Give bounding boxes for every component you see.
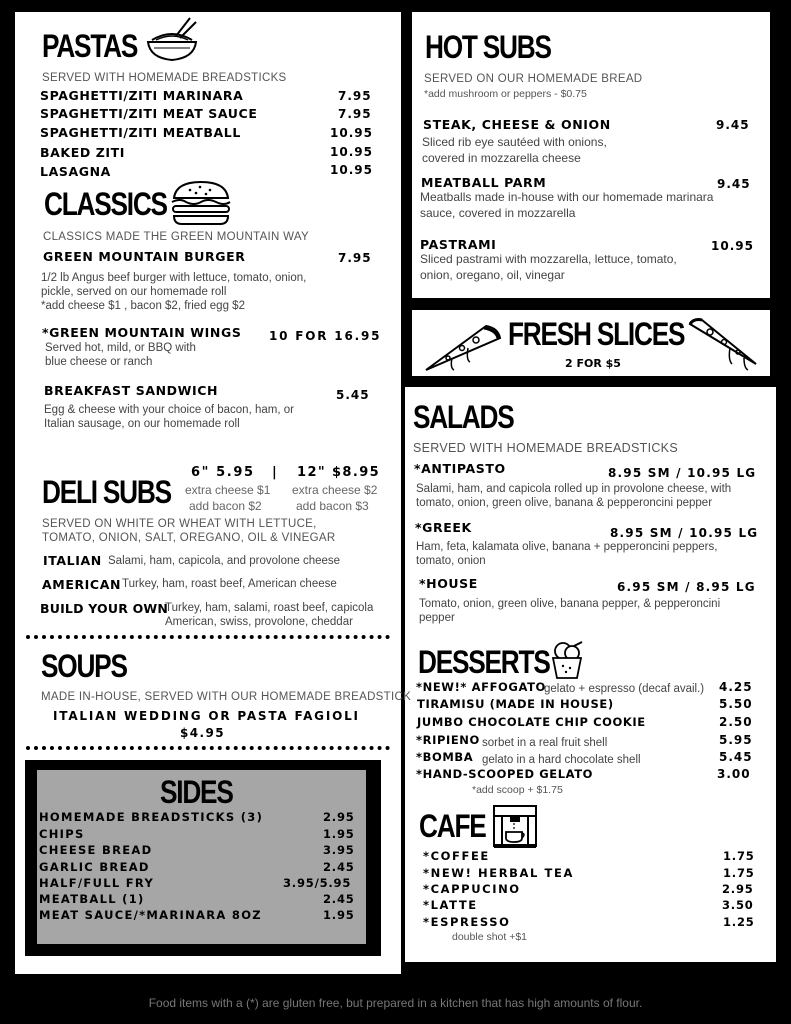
- deli-subtitle-line2: TOMATO, ONION, SALT, OREGANO, OIL & VINEGAR: [42, 532, 336, 544]
- pizza-slice-icon: [686, 316, 760, 374]
- menu-item-name: *ANTIPASTO: [414, 461, 506, 476]
- menu-item-description: Sliced rib eye sautéed with onions, covered in mozzarella cheese: [422, 135, 607, 165]
- deli-large-price: 12" $8.95: [297, 465, 381, 480]
- cafe-title: CAFE: [419, 808, 486, 844]
- menu-item-description: Turkey, ham, salami, roast beef, capicola: [165, 602, 374, 614]
- burger-icon: [170, 180, 232, 226]
- menu-item-price: 2.95: [722, 882, 754, 896]
- footer-disclaimer: Food items with a (*) are gluten free, but prepared in a kitchen that has high amounts of flour.: [148, 996, 643, 1010]
- pastas-subtitle: SERVED WITH HOMEMADE BREADSTICKS: [42, 72, 287, 84]
- deli-small-extra-cheese: extra cheese $1: [185, 483, 271, 497]
- hot-subs-subtitle: SERVED ON OUR HOMEMADE BREAD: [424, 73, 643, 85]
- classics-title: CLASSICS: [44, 186, 167, 222]
- menu-item-name: JUMBO CHOCOLATE CHIP COOKIE: [417, 715, 646, 729]
- menu-item-price: 5.95: [719, 733, 753, 747]
- menu-item-name: *RIPIENO: [416, 733, 480, 747]
- menu-item-description: Salami, ham, capicola, and provolone cheese: [108, 555, 341, 567]
- menu-item-name: *NEW!* AFFOGATO: [416, 680, 546, 694]
- menu-item-price: 10.95: [711, 239, 754, 253]
- soups-subtitle: MADE IN-HOUSE, SERVED WITH OUR HOMEMADE BREADSTICK: [41, 691, 412, 703]
- menu-item-price: 7.95: [338, 107, 372, 121]
- menu-item-name: *ESPRESSO: [423, 915, 511, 929]
- menu-item-name: PASTRAMI: [420, 237, 497, 252]
- menu-item-name: MEATBALL PARM: [421, 175, 547, 190]
- menu-item-description: Sliced pastrami with mozzarella, lettuce, tomato, onion, oregano, oil, vinegar: [420, 252, 677, 282]
- menu-item-name: LASAGNA: [40, 164, 111, 179]
- deli-subtitle-line1: SERVED ON WHITE OR WHEAT WITH LETTUCE,: [42, 518, 317, 530]
- menu-item-name: SPAGHETTI/ZITI MEATBALL: [40, 125, 241, 140]
- menu-item-name: *NEW! HERBAL TEA: [423, 866, 574, 880]
- soup-item-price: $4.95: [180, 726, 225, 740]
- menu-item-price: 7.95: [338, 89, 372, 103]
- menu-item-name: *HAND-SCOOPED GELATO: [416, 767, 594, 781]
- menu-item-description: Meatballs made in-house with our homemade marinara sauce, covered in mozzarella: [420, 190, 714, 220]
- classics-subtitle: CLASSICS MADE THE GREEN MOUNTAIN WAY: [43, 231, 309, 243]
- menu-item-price: 10.95: [330, 163, 373, 177]
- cafe-note: double shot +$1: [452, 931, 528, 943]
- menu-item-name: ITALIAN: [43, 553, 102, 568]
- menu-item-name: BAKED ZITI: [40, 145, 126, 160]
- deli-large-add-bacon: add bacon $3: [296, 499, 369, 513]
- menu-item-name: *COFFEE: [423, 849, 490, 863]
- menu-item-name: TIRAMISU (MADE IN HOUSE): [417, 697, 614, 711]
- menu-item-price: 8.95 SM / 10.95 LG: [608, 466, 757, 480]
- menu-item-price: 10 FOR 16.95: [269, 329, 382, 343]
- menu-item-price: 2.45: [323, 860, 355, 874]
- menu-item-price: 6.95 SM / 8.95 LG: [617, 580, 756, 594]
- sides-title: SIDES: [160, 774, 233, 810]
- menu-item-name: HOMEMADE BREADSTICKS (3): [39, 810, 264, 824]
- menu-item-name: *GREEK: [415, 520, 472, 535]
- gelato-cup-icon: [550, 640, 586, 680]
- pasta-bowl-icon: [146, 16, 198, 64]
- menu-item-name: CHIPS: [39, 827, 85, 841]
- menu-item-description: Salami, ham, and capicola rolled up in provolone cheese, with tomato, onion, green olive, banana & pepperoncini pepper: [416, 483, 732, 509]
- hot-subs-note: *add mushroom or peppers - $0.75: [424, 88, 587, 100]
- menu-item-name: AMERICAN: [42, 577, 122, 592]
- menu-item-price: 7.95: [338, 251, 372, 265]
- menu-item-price: 9.45: [716, 118, 750, 132]
- menu-item-description: gelato + espresso (decaf avail.): [544, 683, 705, 695]
- menu-item-name: *LATTE: [423, 898, 478, 912]
- menu-item-name: *GREEN MOUNTAIN WINGS: [42, 325, 242, 340]
- deli-price-separator: |: [272, 465, 278, 480]
- menu-item-price: 1.75: [723, 866, 755, 880]
- espresso-machine-icon: [492, 804, 538, 850]
- menu-item-price: 4.25: [719, 680, 753, 694]
- menu-item-name: BUILD YOUR OWN: [40, 601, 169, 616]
- menu-item-price: 2.95: [323, 810, 355, 824]
- deli-small-price: 6" 5.95: [191, 465, 255, 480]
- menu-item-price: 2.50: [719, 715, 753, 729]
- salads-subtitle: SERVED WITH HOMEMADE BREADSTICKS: [413, 441, 678, 455]
- menu-item-description: sorbet in a real fruit shell: [482, 737, 608, 749]
- soups-title: SOUPS: [41, 648, 127, 684]
- menu-item-price: 8.95 SM / 10.95 LG: [610, 526, 759, 540]
- menu-item-name: HALF/FULL FRY: [39, 876, 155, 890]
- menu-item-name: MEAT SAUCE/*MARINARA 8OZ: [39, 908, 262, 922]
- menu-item-price: 5.50: [719, 697, 753, 711]
- menu-item-name: SPAGHETTI/ZITI MARINARA: [40, 88, 244, 103]
- menu-item-name: STEAK, CHEESE & ONION: [423, 117, 611, 132]
- fresh-slices-title: FRESH SLICES: [508, 316, 685, 352]
- desserts-title: DESSERTS: [418, 644, 550, 680]
- menu-item-price: 9.45: [717, 177, 751, 191]
- menu-item-price: 5.45: [336, 388, 370, 402]
- deli-small-add-bacon: add bacon $2: [189, 499, 262, 513]
- menu-item-name: *HOUSE: [419, 576, 478, 591]
- menu-item-name: GARLIC BREAD: [39, 860, 150, 874]
- dotted-divider: [26, 635, 390, 639]
- menu-item-description: gelato in a hard chocolate shell: [482, 754, 641, 766]
- menu-item-price: 3.00: [717, 767, 751, 781]
- menu-item-description: Served hot, mild, or BBQ with blue cheese or ranch: [45, 342, 196, 368]
- menu-item-description: American, swiss, provolone, cheddar: [165, 616, 353, 628]
- menu-item-description: 1/2 lb Angus beef burger with lettuce, tomato, onion, pickle, served on our homemade roll: [41, 272, 307, 298]
- menu-item-name: BREAKFAST SANDWICH: [44, 383, 219, 398]
- menu-item-price: 3.50: [722, 898, 754, 912]
- menu-item-price: 10.95: [330, 126, 373, 140]
- deli-subs-title: DELI SUBS: [42, 474, 171, 510]
- menu-item-price: 3.95: [323, 843, 355, 857]
- pastas-title: PASTAS: [42, 28, 138, 64]
- menu-item-description: Ham, feta, kalamata olive, banana + pepperoncini peppers, tomato, onion: [416, 541, 718, 567]
- sides-inner: [37, 770, 366, 944]
- menu-item-description: Tomato, onion, green olive, banana pepper, & pepperoncini pepper: [419, 598, 721, 624]
- menu-item-price: 1.75: [723, 849, 755, 863]
- fresh-slices-deal: 2 FOR $5: [565, 357, 621, 370]
- menu-item-name: GREEN MOUNTAIN BURGER: [43, 249, 246, 264]
- menu-item-name: MEATBALL (1): [39, 892, 145, 906]
- menu-item-price: 1.25: [723, 915, 755, 929]
- menu-item-name: SPAGHETTI/ZITI MEAT SAUCE: [40, 106, 258, 121]
- menu-item-price: 5.45: [719, 750, 753, 764]
- menu-item-name: *BOMBA: [416, 750, 474, 764]
- menu-item-name: CHEESE BREAD: [39, 843, 153, 857]
- pizza-slice-icon: [422, 318, 504, 376]
- soup-item-name: ITALIAN WEDDING OR PASTA FAGIOLI: [53, 709, 360, 723]
- salads-title: SALADS: [413, 399, 514, 435]
- menu-item-description: Egg & cheese with your choice of bacon, ham, or Italian sausage, on our homemade roll: [44, 404, 294, 430]
- hot-subs-title: HOT SUBS: [425, 29, 551, 65]
- desserts-note: *add scoop + $1.75: [472, 784, 563, 796]
- menu-item-price: 10.95: [330, 145, 373, 159]
- menu-item-description: Turkey, ham, roast beef, American cheese: [122, 578, 337, 590]
- menu-item-note: *add cheese $1 , bacon $2, fried egg $2: [41, 300, 245, 312]
- menu-item-price: 3.95/5.95: [283, 876, 352, 890]
- menu-item-price: 1.95: [323, 908, 355, 922]
- menu-item-price: 1.95: [323, 827, 355, 841]
- dotted-divider: [26, 746, 390, 750]
- menu-item-name: *CAPPUCINO: [423, 882, 521, 896]
- deli-large-extra-cheese: extra cheese $2: [292, 483, 378, 497]
- menu-item-price: 2.45: [323, 892, 355, 906]
